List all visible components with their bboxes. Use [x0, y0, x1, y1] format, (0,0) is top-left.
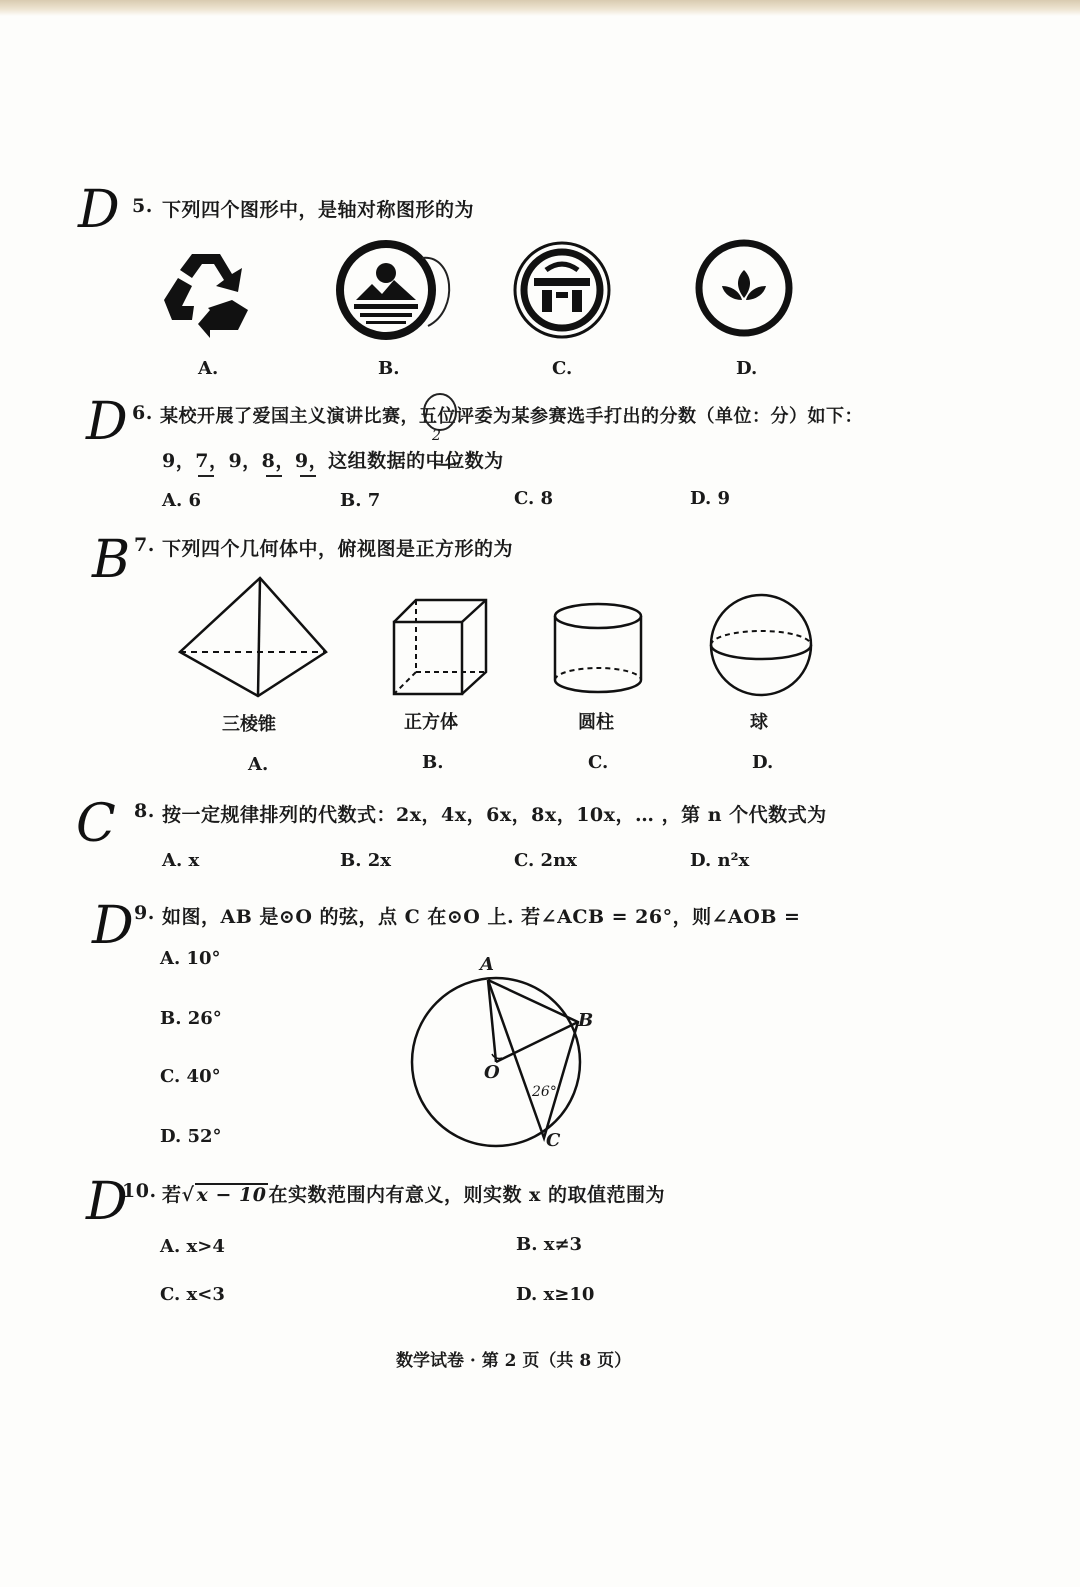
option-label-q7-b: B. — [422, 752, 444, 773]
handwritten-answer-q10: D — [86, 1172, 128, 1232]
circle-emblem-b-icon — [336, 240, 466, 340]
stem-suffix: 在实数范围内有意义，则实数 x 的取值范围为 — [268, 1184, 665, 1206]
option-q6-b: B. 7 — [340, 490, 381, 511]
recycle-symbol-icon — [158, 248, 254, 338]
option-label-q7-d: D. — [752, 752, 774, 773]
option-q10-a: A. x>4 — [160, 1236, 225, 1257]
option-q10-b: B. x≠3 — [516, 1234, 583, 1255]
point-label-o: O — [484, 1062, 500, 1083]
option-q9-a: A. 10° — [160, 948, 221, 969]
sprout-emblem-d-icon — [694, 238, 794, 338]
option-q8-d: D. n²x — [690, 850, 750, 871]
option-label-q5-b: B. — [378, 358, 400, 379]
question-stem-q5: 下列四个图形中，是轴对称图形的为 — [162, 199, 475, 221]
circle-chord-figure — [408, 956, 598, 1156]
question-number-q5: 5. — [132, 195, 153, 217]
stem-prefix: 若 — [162, 1184, 182, 1206]
question-stem-q7: 下列四个几何体中，俯视图是正方形的为 — [162, 538, 514, 560]
option-label-q5-c: C. — [552, 358, 573, 379]
option-q10-c: C. x<3 — [160, 1284, 225, 1305]
option-label-q7-c: C. — [588, 752, 609, 773]
question-number-q6: 6. — [132, 402, 153, 424]
question-number-q7: 7. — [134, 534, 155, 556]
handwritten-answer-q6: D — [86, 392, 128, 452]
question-stem-q9: 如图，AB 是⊙O 的弦，点 C 在⊙O 上. 若∠ACB = 26°，则∠AOB = — [162, 906, 801, 928]
circle-emblem-c-icon — [512, 240, 616, 340]
handwritten-answer-q7: B — [92, 530, 131, 590]
option-q9-b: B. 26° — [160, 1008, 222, 1029]
handwritten-note-2: 2 — [432, 428, 441, 444]
option-q10-d: D. x≥10 — [516, 1284, 595, 1305]
handwritten-underlines — [196, 472, 326, 480]
option-q8-c: C. 2nx — [514, 850, 577, 871]
solid-name-cube: 正方体 — [404, 712, 458, 733]
point-label-c: C — [546, 1130, 561, 1151]
option-q6-c: C. 8 — [514, 488, 554, 509]
handwritten-angle-26: 26° — [532, 1084, 557, 1100]
solid-name-pyramid: 三棱锥 — [222, 714, 276, 735]
option-q8-a: A. x — [162, 850, 200, 871]
data-line-q6: 9，7，9，8，9，这组数据的中位数为 — [162, 450, 504, 472]
question-stem-q10 — [162, 1180, 665, 1207]
handwritten-answer-q8: C — [76, 794, 116, 854]
question-stem-q8: 按一定规律排列的代数式：2x，4x，6x，8x，10x，… ，第 n 个代数式为 — [162, 804, 827, 826]
point-label-a: A — [480, 954, 494, 975]
point-label-b: B — [578, 1010, 594, 1031]
solid-name-cylinder: 圆柱 — [578, 712, 614, 733]
solid-name-sphere: 球 — [750, 712, 768, 733]
radicand: x − 10 — [196, 1184, 267, 1206]
option-q9-d: D. 52° — [160, 1126, 222, 1147]
option-label-q5-a: A. — [198, 358, 219, 379]
handwritten-answer-q9: D — [92, 896, 134, 956]
option-q8-b: B. 2x — [340, 850, 392, 871]
option-q9-c: C. 40° — [160, 1066, 221, 1087]
question-number-q8: 8. — [134, 800, 155, 822]
cylinder-figure — [552, 602, 644, 694]
triangular-pyramid-figure — [178, 576, 328, 700]
option-q6-d: D. 9 — [690, 488, 731, 509]
sphere-figure — [708, 592, 814, 698]
question-number-q10: 10. — [122, 1180, 157, 1202]
option-q6-a: A. 6 — [162, 490, 202, 511]
option-label-q5-d: D. — [736, 358, 758, 379]
handwritten-answer-q5: D — [78, 180, 120, 240]
page-footer: 数学试卷 · 第 2 页（共 8 页） — [396, 1351, 632, 1371]
cube-figure — [390, 598, 490, 696]
option-label-q7-a: A. — [248, 754, 269, 775]
question-number-q9: 9. — [134, 902, 155, 924]
sqrt-sign: √ — [181, 1184, 195, 1206]
torn-paper-edge — [0, 0, 1080, 16]
question-stem-q6: 某校开展了爱国主义演讲比赛，五位评委为某参赛选手打出的分数（单位：分）如下： — [160, 406, 863, 427]
